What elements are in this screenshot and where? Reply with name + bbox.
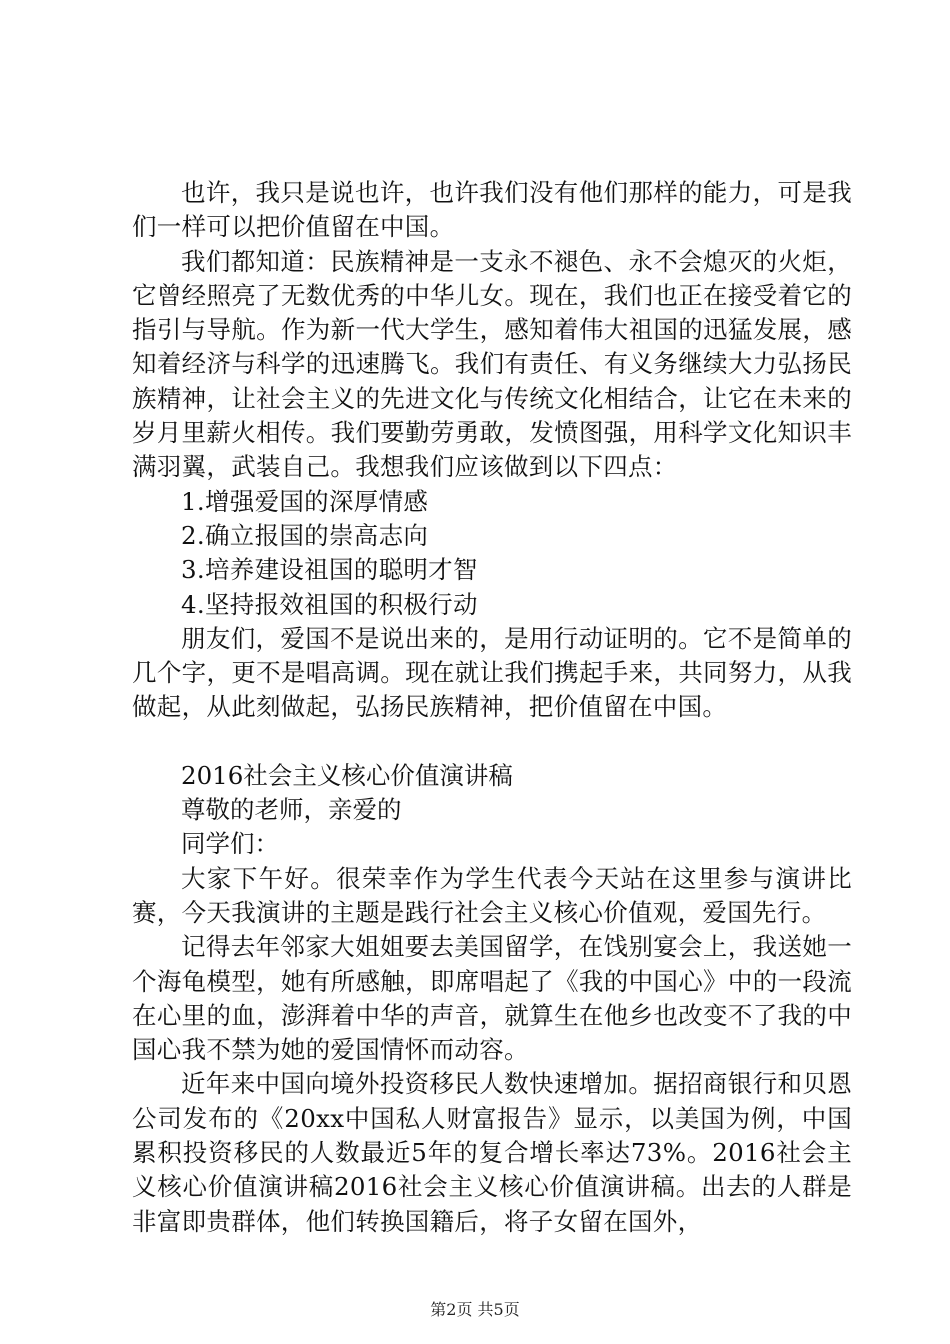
page-number: 第2页 共5页 [430, 1300, 520, 1319]
list-item: 1.增强爱国的深厚情感 [181, 486, 429, 516]
paragraph: 也许，我只是说也许，也许我们没有他们那样的能力，可是我们一样可以把价值留在中国。 [132, 178, 852, 242]
paragraph: 我们都知道：民族精神是一支永不褪色、永不会熄灭的火炬，它曾经照亮了无数优秀的中华儿女。现在，我们也正在接受着它的指引与导航。作为新一代大学生，感知着伟大祖国的迅猛发展，感知着经济与科学的迅速腾飞。我们有责任、有义务继续大力弘扬民族精神，让社会主义的先进文化与传统文化相结合，让它在未来的岁月里薪火相传。我们要勤劳勇敢，发愤图强，用科学文化知识丰满羽翼，武装自己。我想我们应该做到以下四点： [132, 246, 852, 482]
salutation-line: 尊敬的老师，亲爱的 [181, 795, 402, 825]
paragraph: 近年来中国向境外投资移民人数快速增加。据招商银行和贝恩公司发布的《20xx中国私人财富报告》显示，以美国为例，中国累积投资移民的人数最近5年的复合增长率达73%。2016社会主义核心价值演讲稿2016社会主义核心价值演讲稿。出去的人群是非富即贵群体，他们转换国籍后，将子女留在国外， [132, 1069, 852, 1236]
section-gap [132, 725, 852, 759]
list-item: 3.培养建设祖国的聪明才智 [181, 555, 478, 585]
page-footer [0, 1300, 950, 1320]
paragraph: 朋友们，爱国不是说出来的，是用行动证明的。它不是简单的几个字，更不是唱高调。现在就让我们携起手来，共同努力，从我做起，从此刻做起，弘扬民族精神，把价值留在中国。 [132, 623, 852, 722]
salutation-line: 同学们： [181, 829, 279, 859]
document-body [132, 176, 852, 1239]
list-item: 4.坚持报效祖国的积极行动 [181, 589, 478, 619]
list-item: 2.确立报国的崇高志向 [181, 520, 429, 550]
speech-title: 2016社会主义核心价值演讲稿 [181, 760, 513, 790]
paragraph: 记得去年邻家大姐姐要去美国留学，在饯别宴会上，我送她一个海龟模型，她有所感触，即席唱起了《我的中国心》中的一段流在心里的血，澎湃着中华的声音，就算生在他乡也改变不了我的中国心我不禁为她的爱国情怀而动容。 [132, 932, 852, 1065]
paragraph: 大家下午好。很荣幸作为学生代表今天站在这里参与演讲比赛，今天我演讲的主题是践行社会主义核心价值观，爱国先行。 [132, 863, 852, 927]
